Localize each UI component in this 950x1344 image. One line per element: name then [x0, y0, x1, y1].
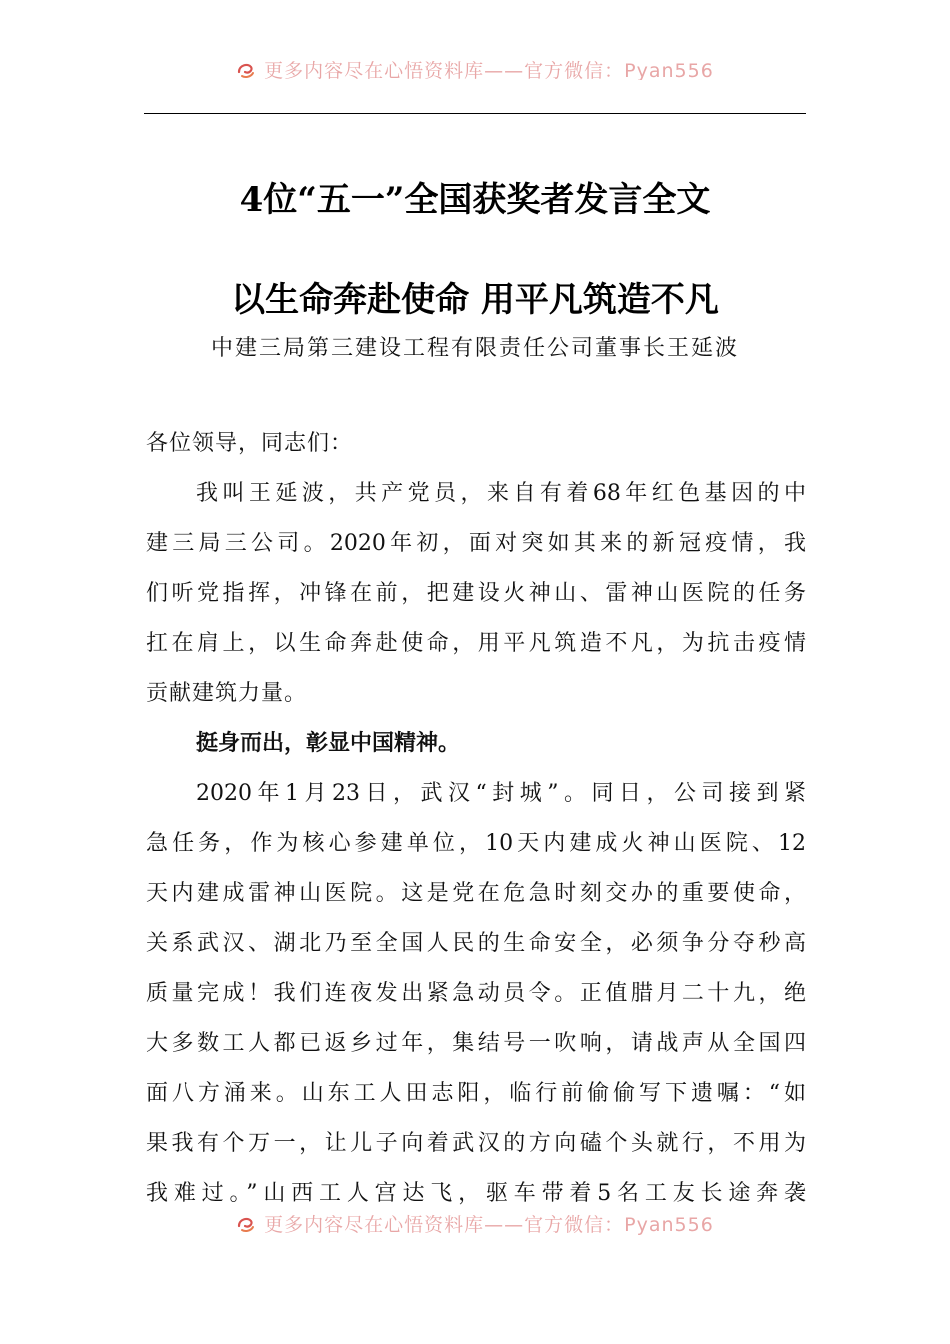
header-watermark: [0, 52, 950, 80]
document-title: 4位“五一”全国获奖者发言全文: [239, 180, 711, 220]
paragraph-line: 急任务，作为核心参建单位，10天内建成火神山医院、12: [146, 831, 806, 856]
paragraph-line: 大多数工人都已返乡过年，集结号一吹响，请战声从全国四: [146, 1031, 806, 1056]
paragraph-line: 建三局三公司。2020年初，面对突如其来的新冠疫情，我: [146, 531, 806, 556]
paragraph-line: 面八方涌来。山东工人田志阳，临行前偷偷写下遗嘱：“如: [146, 1081, 806, 1106]
speaker-byline: 中建三局第三建设工程有限责任公司董事长王延波: [210, 336, 739, 361]
watermark-text: 更多内容尽在心悟资料库——官方微信：Pyan556: [264, 1214, 714, 1236]
paragraph-line: 们听党指挥，冲锋在前，把建设火神山、雷神山医院的任务: [146, 581, 806, 606]
paragraph-line: 扛在肩上，以生命奔赴使命，用平凡筑造不凡，为抗击疫情: [146, 631, 806, 656]
watermark-text: 更多内容尽在心悟资料库——官方微信：Pyan556: [264, 60, 714, 80]
paragraph-line: 我叫王延波，共产党员，来自有着68年红色基因的中: [196, 481, 806, 506]
paragraph-line: 天内建成雷神山医院。这是党在危急时刻交办的重要使命，: [146, 881, 806, 906]
section-heading: 挺身而出，彰显中国精神。: [196, 731, 461, 756]
header-rule: [144, 113, 806, 114]
paragraph-line: 果我有个万一，让儿子向着武汉的方向磕个头就行，不用为: [146, 1131, 806, 1156]
paragraph-line: 我难过。”山西工人宫达飞，驱车带着5名工友长途奔袭: [146, 1181, 806, 1206]
paragraph-line: 2020年1月23日，武汉“封城”。同日，公司接到紧: [196, 781, 806, 806]
speech-title: 以生命奔赴使命 用平凡筑造不凡: [231, 280, 719, 320]
footer-watermark: [0, 1210, 950, 1238]
swirl-logo-icon: [236, 60, 256, 80]
salutation: 各位领导，同志们：: [146, 431, 354, 456]
paragraph-line: 关系武汉、湖北乃至全国人民的生命安全，必须争分夺秒高: [146, 931, 806, 956]
paragraph-line: 贡献建筑力量。: [146, 681, 308, 706]
paragraph-line: 质量完成！我们连夜发出紧急动员令。正值腊月二十九，绝: [146, 981, 806, 1006]
swirl-logo-icon: [236, 1214, 256, 1234]
